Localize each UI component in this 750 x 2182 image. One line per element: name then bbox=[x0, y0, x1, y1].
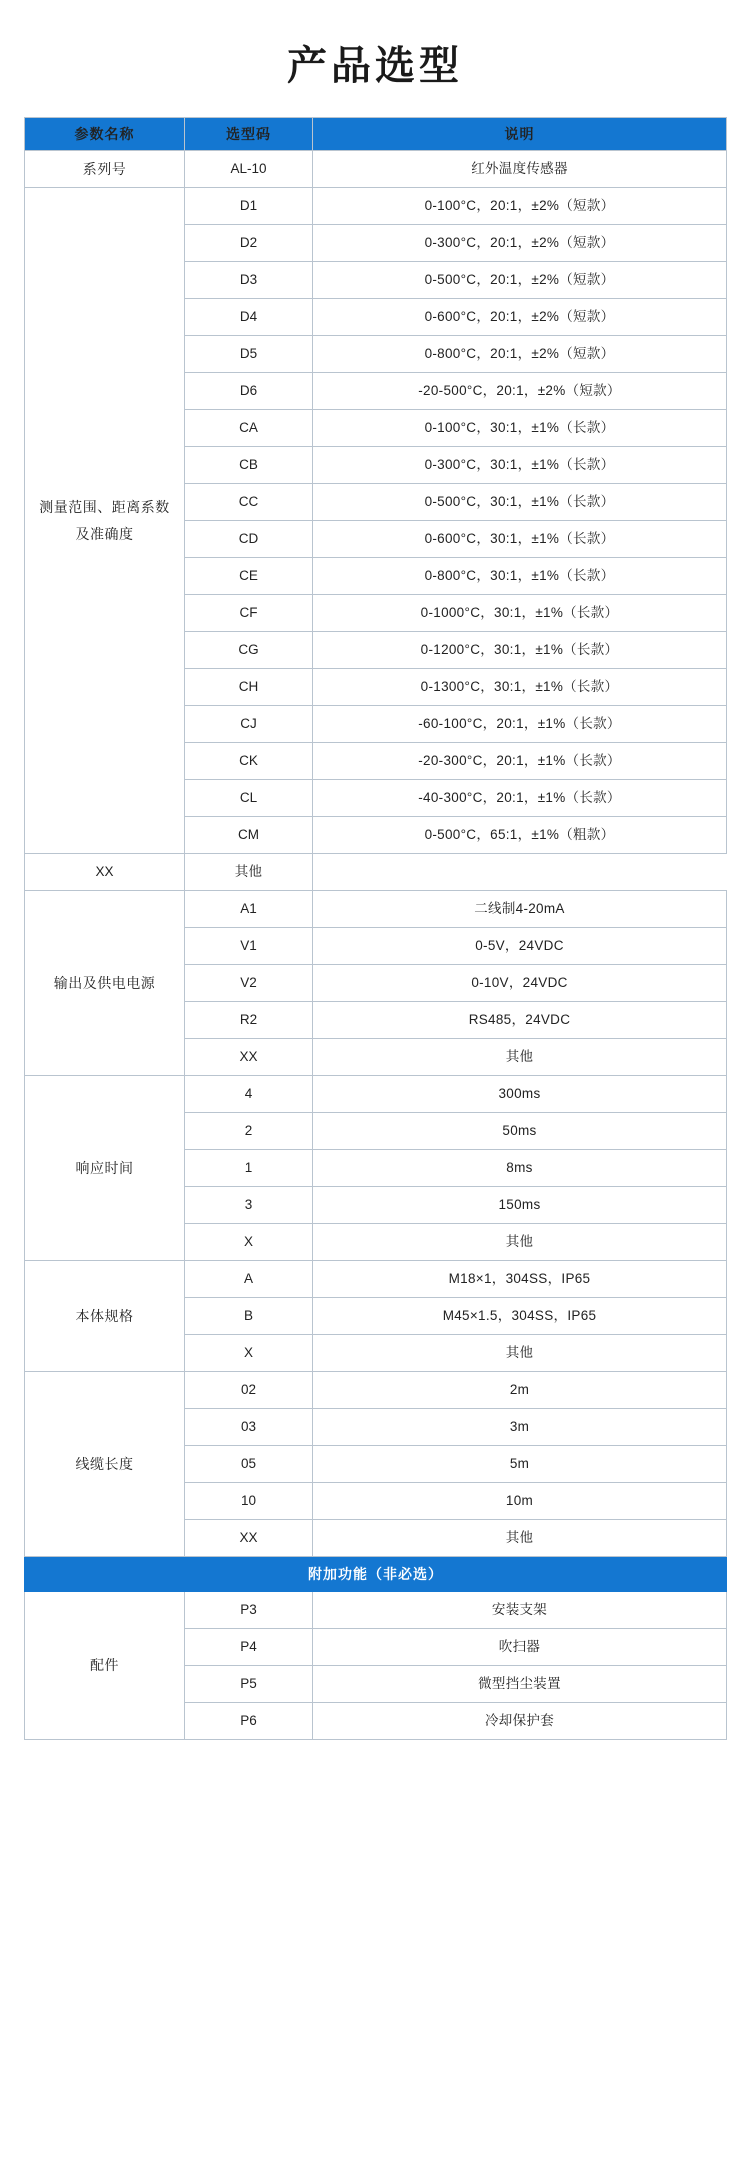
parameter-name-line: 测量范围、距离系数 bbox=[39, 498, 170, 515]
description-cell: -20-300°C，20:1，±1%（长款） bbox=[313, 743, 727, 780]
description-cell: 150ms bbox=[313, 1187, 727, 1224]
description-cell: 其他 bbox=[313, 1039, 727, 1076]
description-cell: 5m bbox=[313, 1446, 727, 1483]
selection-code-cell: 05 bbox=[185, 1446, 313, 1483]
selection-code-cell: P3 bbox=[185, 1592, 313, 1629]
parameter-name-line: 响应时间 bbox=[75, 1159, 134, 1176]
parameter-name-line: 及准确度 bbox=[75, 525, 134, 542]
selection-code-cell: P5 bbox=[185, 1666, 313, 1703]
selection-code-cell: D5 bbox=[185, 336, 313, 373]
selection-code-cell: D3 bbox=[185, 262, 313, 299]
table-body bbox=[25, 151, 727, 1740]
selection-code-cell: 10 bbox=[185, 1483, 313, 1520]
page-title: 产品选型 bbox=[287, 44, 463, 88]
selection-table bbox=[24, 117, 727, 1740]
description-cell: 300ms bbox=[313, 1076, 727, 1113]
selection-code-cell: XX bbox=[185, 1039, 313, 1076]
selection-code-cell: D4 bbox=[185, 299, 313, 336]
section-title: 附加功能（非必选） bbox=[25, 1557, 727, 1592]
selection-code-cell: 02 bbox=[185, 1372, 313, 1409]
description-cell: 0-800°C，30:1，±1%（长款） bbox=[313, 558, 727, 595]
selection-code-cell: CF bbox=[185, 595, 313, 632]
table-header-row bbox=[25, 118, 727, 151]
table-row bbox=[25, 188, 727, 225]
description-cell: 10m bbox=[313, 1483, 727, 1520]
description-cell: 0-600°C，30:1，±1%（长款） bbox=[313, 521, 727, 558]
description-cell: 其他 bbox=[313, 1520, 727, 1557]
description-cell: 0-500°C，65:1，±1%（粗款） bbox=[313, 817, 727, 854]
parameter-name-line: 系列号 bbox=[82, 160, 127, 177]
header-selection-code: 选型码 bbox=[185, 118, 313, 151]
description-cell: 0-800°C，20:1，±2%（短款） bbox=[313, 336, 727, 373]
parameter-name-line: 输出及供电电源 bbox=[53, 974, 156, 991]
selection-code-cell: CH bbox=[185, 669, 313, 706]
description-cell: 0-300°C，20:1，±2%（短款） bbox=[313, 225, 727, 262]
section-header-row bbox=[25, 1557, 727, 1592]
bottom-spacer bbox=[24, 1740, 726, 1800]
selection-code-cell: XX bbox=[185, 1520, 313, 1557]
description-cell: 冷却保护套 bbox=[313, 1703, 727, 1740]
selection-code-cell: CB bbox=[185, 447, 313, 484]
description-cell: 0-100°C，30:1，±1%（长款） bbox=[313, 410, 727, 447]
selection-code-cell: CJ bbox=[185, 706, 313, 743]
selection-code-cell: 3 bbox=[185, 1187, 313, 1224]
description-cell: 3m bbox=[313, 1409, 727, 1446]
description-cell: 微型挡尘装置 bbox=[313, 1666, 727, 1703]
selection-code-cell: X bbox=[185, 1224, 313, 1261]
description-cell: 2m bbox=[313, 1372, 727, 1409]
header-parameter-name: 参数名称 bbox=[25, 118, 185, 151]
table-row bbox=[25, 1261, 727, 1298]
selection-code-cell: CG bbox=[185, 632, 313, 669]
selection-code-cell: CD bbox=[185, 521, 313, 558]
selection-code-cell: V2 bbox=[185, 965, 313, 1002]
description-cell: 二线制4-20mA bbox=[313, 891, 727, 928]
selection-code-cell: P6 bbox=[185, 1703, 313, 1740]
table-row bbox=[25, 1372, 727, 1409]
table-row bbox=[25, 1592, 727, 1629]
description-cell: 0-600°C，20:1，±2%（短款） bbox=[313, 299, 727, 336]
parameter-name-cell bbox=[25, 188, 185, 854]
description-cell: 其他 bbox=[185, 854, 313, 891]
description-cell: 50ms bbox=[313, 1113, 727, 1150]
description-cell: M18×1，304SS，IP65 bbox=[313, 1261, 727, 1298]
description-cell: 0-1000°C，30:1，±1%（长款） bbox=[313, 595, 727, 632]
selection-code-cell: CE bbox=[185, 558, 313, 595]
selection-code-cell: A1 bbox=[185, 891, 313, 928]
parameter-name-cell bbox=[25, 1261, 185, 1372]
selection-code-cell: XX bbox=[25, 854, 185, 891]
parameter-name-line: 本体规格 bbox=[75, 1307, 134, 1324]
description-cell: 红外温度传感器 bbox=[313, 151, 727, 188]
selection-code-cell: CA bbox=[185, 410, 313, 447]
description-cell: 0-500°C，20:1，±2%（短款） bbox=[313, 262, 727, 299]
description-cell: RS485，24VDC bbox=[313, 1002, 727, 1039]
table-row bbox=[25, 854, 727, 891]
parameter-name-cell bbox=[25, 1592, 185, 1740]
selection-code-cell: 1 bbox=[185, 1150, 313, 1187]
description-cell: 8ms bbox=[313, 1150, 727, 1187]
description-cell: 吹扫器 bbox=[313, 1629, 727, 1666]
selection-code-cell: CL bbox=[185, 780, 313, 817]
selection-code-cell: CC bbox=[185, 484, 313, 521]
description-cell: 安装支架 bbox=[313, 1592, 727, 1629]
description-cell: -20-500°C，20:1，±2%（短款） bbox=[313, 373, 727, 410]
selection-code-cell: 03 bbox=[185, 1409, 313, 1446]
description-cell: 0-1200°C，30:1，±1%（长款） bbox=[313, 632, 727, 669]
table-row bbox=[25, 1076, 727, 1113]
selection-code-cell: 2 bbox=[185, 1113, 313, 1150]
selection-code-cell: A bbox=[185, 1261, 313, 1298]
description-cell: -60-100°C，20:1，±1%（长款） bbox=[313, 706, 727, 743]
table-row bbox=[25, 151, 727, 188]
description-cell: 0-100°C，20:1，±2%（短款） bbox=[313, 188, 727, 225]
description-cell: 0-300°C，30:1，±1%（长款） bbox=[313, 447, 727, 484]
table-row bbox=[25, 891, 727, 928]
selection-code-cell: P4 bbox=[185, 1629, 313, 1666]
selection-code-cell: R2 bbox=[185, 1002, 313, 1039]
selection-code-cell: D6 bbox=[185, 373, 313, 410]
selection-code-cell: AL-10 bbox=[185, 151, 313, 188]
header-description: 说明 bbox=[313, 118, 727, 151]
parameter-name-cell bbox=[25, 1372, 185, 1557]
selection-code-cell: X bbox=[185, 1335, 313, 1372]
selection-code-cell: D1 bbox=[185, 188, 313, 225]
selection-code-cell: 4 bbox=[185, 1076, 313, 1113]
description-cell: 其他 bbox=[313, 1224, 727, 1261]
description-cell: 0-10V，24VDC bbox=[313, 965, 727, 1002]
description-cell: 其他 bbox=[313, 1335, 727, 1372]
selection-code-cell: D2 bbox=[185, 225, 313, 262]
table-head bbox=[25, 118, 727, 151]
selection-code-cell: CK bbox=[185, 743, 313, 780]
parameter-name-cell bbox=[25, 1076, 185, 1261]
description-cell: 0-5V，24VDC bbox=[313, 928, 727, 965]
selection-code-cell: B bbox=[185, 1298, 313, 1335]
description-cell: 0-500°C，30:1，±1%（长款） bbox=[313, 484, 727, 521]
parameter-name-cell bbox=[25, 151, 185, 188]
selection-code-cell: V1 bbox=[185, 928, 313, 965]
parameter-name-cell bbox=[25, 891, 185, 1076]
description-cell: 0-1300°C，30:1，±1%（长款） bbox=[313, 669, 727, 706]
description-cell: -40-300°C，20:1，±1%（长款） bbox=[313, 780, 727, 817]
selection-code-cell: CM bbox=[185, 817, 313, 854]
description-cell: M45×1.5，304SS，IP65 bbox=[313, 1298, 727, 1335]
parameter-name-line: 线缆长度 bbox=[75, 1455, 134, 1472]
parameter-name-line: 配件 bbox=[90, 1657, 119, 1674]
